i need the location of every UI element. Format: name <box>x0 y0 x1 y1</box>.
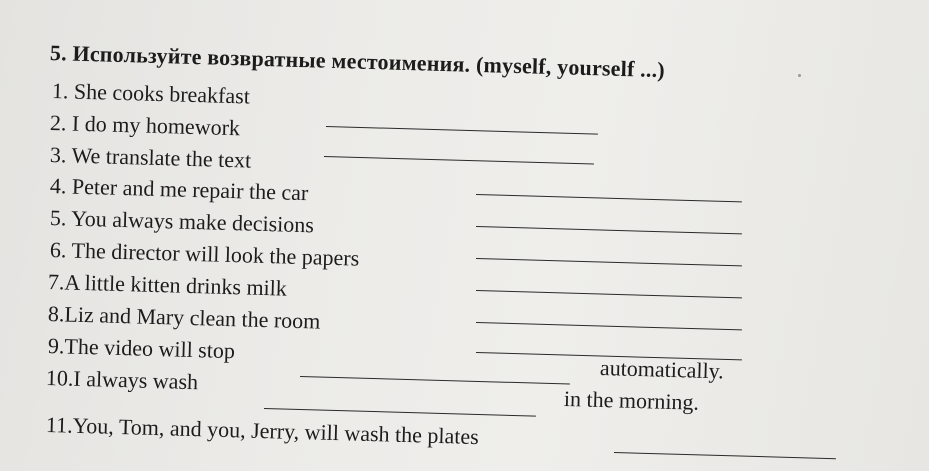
exercise-item-9: 9.The video will stop <box>47 333 236 364</box>
exercise-item-2: 2. I do my homework <box>49 110 241 141</box>
answer-blank-10[interactable] <box>264 408 536 417</box>
answer-blank-4[interactable] <box>476 226 742 234</box>
exercise-heading: 5. Используйте возвратные местоимения. (myself, yourself ...) <box>49 40 666 83</box>
answer-blank-11[interactable] <box>614 452 836 459</box>
exercise-item-1: 1. She cooks breakfast <box>51 78 251 109</box>
exercise-item-8: 8.Liz and Mary clean the room <box>47 301 321 334</box>
answer-blank-1[interactable] <box>326 126 598 135</box>
exercise-item-7: 7.A little kitten drinks milk <box>47 269 288 301</box>
exercise-item-9-tail: automatically. <box>599 355 725 384</box>
answer-blank-5[interactable] <box>476 258 742 266</box>
exercise-item-10: 10.I always wash <box>45 365 199 395</box>
exercise-item-10-tail: in the morning. <box>563 386 700 415</box>
exercise-item-11: 11.You, Tom, and you, Jerry, will wash the plates <box>45 412 480 450</box>
answer-blank-7[interactable] <box>476 322 742 330</box>
exercise-item-4: 4. Peter and me repair the car <box>49 173 309 206</box>
answer-blank-2[interactable] <box>324 156 594 165</box>
answer-blank-6[interactable] <box>476 290 742 298</box>
paper-speck <box>798 74 801 77</box>
exercise-item-5: 5. You always make decisions <box>49 205 315 238</box>
exercise-item-6: 6. The director will look the papers <box>49 237 360 271</box>
answer-blank-3[interactable] <box>476 194 742 202</box>
answer-blank-9[interactable] <box>300 376 570 385</box>
exercise-item-3: 3. We translate the text <box>49 142 252 173</box>
